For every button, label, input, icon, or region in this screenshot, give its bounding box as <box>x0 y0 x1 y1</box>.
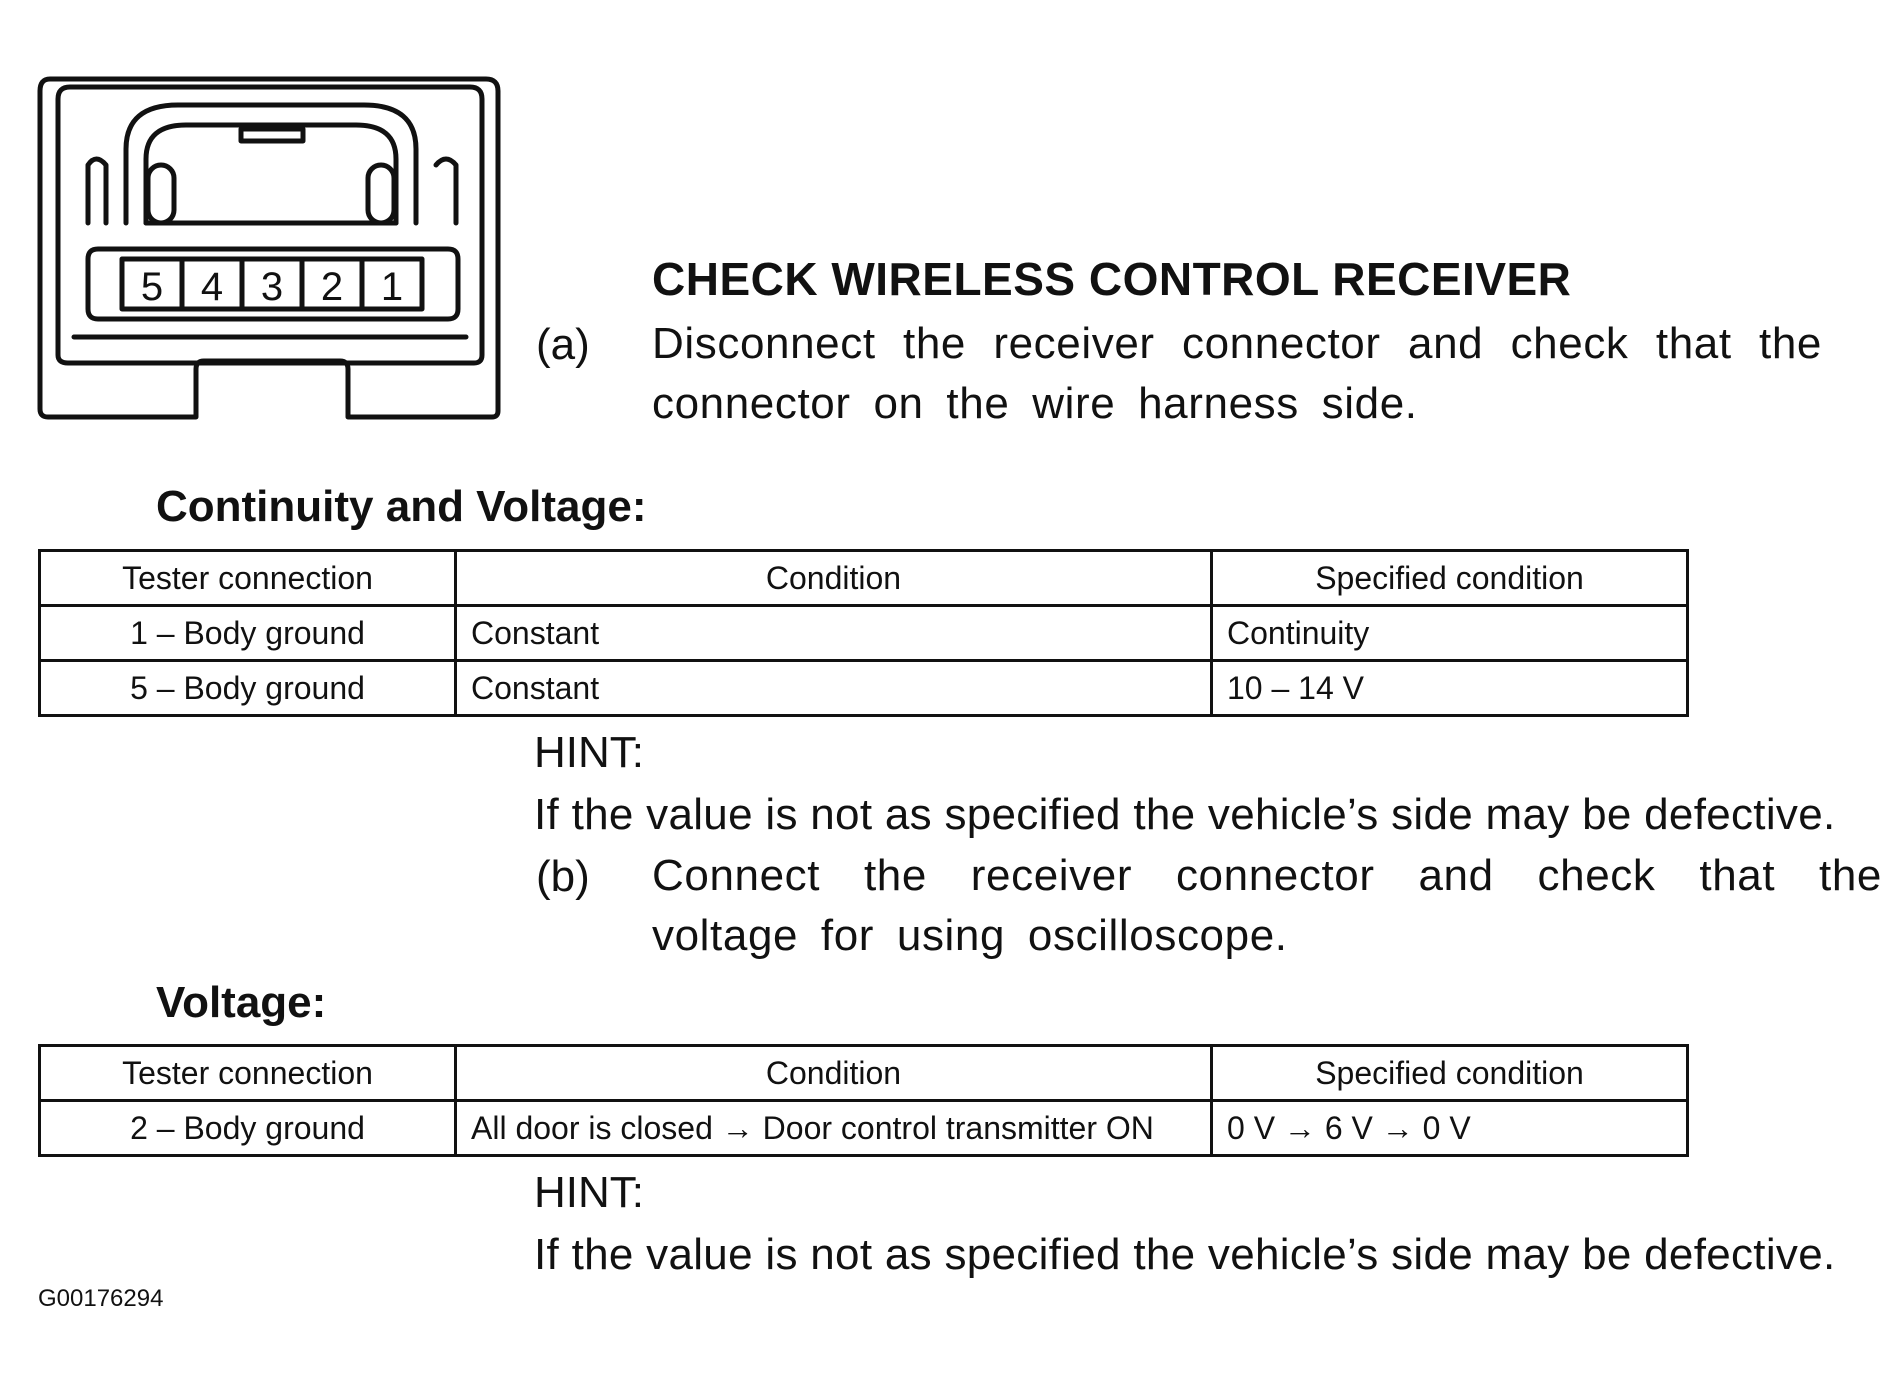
procedure-heading: CHECK WIRELESS CONTROL RECEIVER <box>652 253 1572 305</box>
voltage-title: Voltage: <box>156 978 327 1027</box>
continuity-voltage-table <box>38 549 1689 717</box>
specified-condition-cell: 10 – 14 V <box>1212 661 1688 716</box>
step-b-label: (b) <box>536 852 590 901</box>
specified-condition-cell: Continuity <box>1212 606 1688 661</box>
table-row <box>40 661 1688 716</box>
header-tester-connection: Tester connection <box>40 1046 456 1101</box>
condition-cell: All door is closed → Door control transmitter ON <box>456 1101 1212 1156</box>
tester-connection-cell: 2 – Body ground <box>40 1101 456 1156</box>
figure-id: G00176294 <box>38 1285 164 1312</box>
continuity-voltage-title: Continuity and Voltage: <box>156 482 647 531</box>
pin-label-5: 5 <box>140 265 164 309</box>
pin-label-1: 1 <box>380 265 404 309</box>
header-tester-connection: Tester connection <box>40 551 456 606</box>
step-b-text: Connect the receiver connector and check that the voltage for using oscilloscope. <box>652 851 1882 960</box>
step-a-text: Disconnect the receiver connector and check that the connector on the wire harness side. <box>652 319 1822 428</box>
pin-label-4: 4 <box>200 265 224 309</box>
condition-cell: Constant <box>456 606 1212 661</box>
connector-diagram <box>36 73 506 423</box>
hint-text: If the value is not as specified the vehicle’s side may be defective. <box>534 1230 1836 1279</box>
table-row <box>40 1101 1688 1156</box>
header-specified-condition: Specified condition <box>1212 551 1688 606</box>
pin-label-3: 3 <box>260 265 284 309</box>
header-condition: Condition <box>456 551 1212 606</box>
hint-text: If the value is not as specified the vehicle’s side may be defective. <box>534 790 1836 839</box>
tester-connection-cell: 1 – Body ground <box>40 606 456 661</box>
hint-label: HINT: <box>534 1168 644 1217</box>
table-row <box>40 606 1688 661</box>
hint-label: HINT: <box>534 728 644 777</box>
table-header-row <box>40 551 1688 606</box>
header-condition: Condition <box>456 1046 1212 1101</box>
voltage-table <box>38 1044 1689 1157</box>
header-specified-condition: Specified condition <box>1212 1046 1688 1101</box>
tester-connection-cell: 5 – Body ground <box>40 661 456 716</box>
condition-cell: Constant <box>456 661 1212 716</box>
table-header-row <box>40 1046 1688 1101</box>
step-a-label: (a) <box>536 320 590 369</box>
pin-label-2: 2 <box>320 265 344 309</box>
specified-condition-cell: 0 V → 6 V → 0 V <box>1212 1101 1688 1156</box>
